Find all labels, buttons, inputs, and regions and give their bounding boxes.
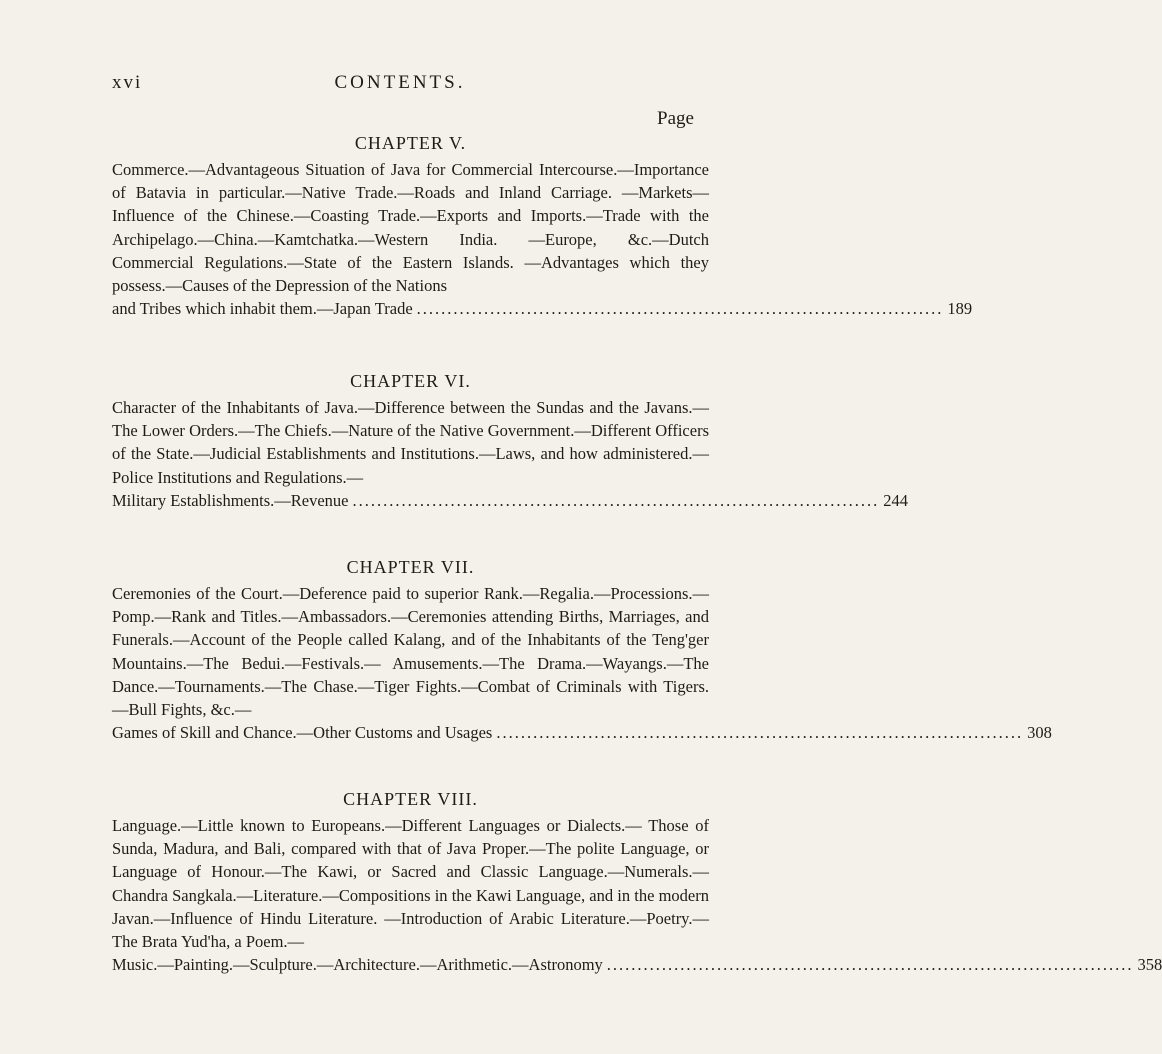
dot-leader: ...................................................................................... [606,955,1134,975]
running-title: CONTENTS. [334,72,466,93]
chapter-entry [112,366,908,512]
chapter-summary [112,158,973,320]
chapter-summary [112,814,1162,976]
chapter-page-number: 244 [883,490,908,510]
chapter-summary [112,396,908,512]
page-column-label: Page [657,108,694,129]
chapter-last-line-text: Games of Skill and Chance.—Other Customs and Usages [112,723,493,743]
chapter-title: CHAPTER VII. [346,557,475,577]
chapter-last-line-text: Music.—Painting.—Sculpture.—Architecture.—Arithmetic.—Astronomy [112,955,603,975]
page-header [0,48,800,93]
chapter-entry [112,128,973,320]
chapter-last-line [112,953,1162,976]
chapter-last-line [112,489,908,512]
chapter-last-line-text: Military Establishments.—Revenue [112,490,349,510]
page-number: xvi [112,72,143,93]
chapter-entry [112,552,1052,744]
chapter-last-line [112,721,1052,744]
chapter-title: CHAPTER VIII. [343,789,478,809]
chapter-summary-text: Commerce.—Advantageous Situation of Java for Commercial Intercourse.—Importance of Batavia in particular.—Native Trade.—Roads and Inland Carriage. —Markets—Influence of the Chinese.—Coasting Trade.—Exports and Imports.—Trade with the Archipelago.—China.—Kamtchatka.—Western India. —Europe, &c.—Dutch Commercial Regulations.—State of the Eastern Islands. —Advantages which they possess.—Causes of the Depression of the Nations [112,160,709,296]
chapter-page-number: 358 [1137,955,1162,975]
dot-leader: ...................................................................................... [416,299,944,319]
dot-leader: ...................................................................................... [352,490,880,510]
chapter-page-number: 308 [1027,723,1052,743]
chapter-title: CHAPTER V. [354,133,467,153]
chapter-summary [112,582,1052,744]
chapter-title: CHAPTER VI. [350,371,471,391]
chapter-last-line [112,297,973,320]
chapter-summary-text: Ceremonies of the Court.—Deference paid to superior Rank.—Regalia.—Processions.—Pomp.—Rank and Titles.—Ambassadors.—Ceremonies attending Births, Marriages, and Funerals.—Account of the People called Kalang, and of the Inhabitants of the Teng'ger Mountains.—The Bedui.—Festivals.— Amusements.—The Drama.—Wayangs.—The Dance.—Tournaments.—The Chase.—Tiger Fights.—Combat of Criminals with Tigers.—Bull Fights, &c.— [112,584,709,720]
chapter-page-number: 189 [947,299,973,319]
chapter-summary-text: Language.—Little known to Europeans.—Different Languages or Dialects.— Those of Sunda, Madura, and Bali, compared with that of Java Proper.—The polite Language, or Language of Honour.—The Kawi, or Sacred and Classic Language.—Numerals.—Chandra Sangkala.—Literature.—Compositions in the Kawi Language, and in the modern Javan.—Influence of Hindu Literature. —Introduction of Arabic Literature.—Poetry.—The Brata Yud'ha, a Poem.— [112,816,709,952]
chapter-entry [112,784,1162,976]
chapter-last-line-text: and Tribes which inhabit them.—Japan Trade [112,299,413,319]
chapter-summary-text: Character of the Inhabitants of Java.—Difference between the Sundas and the Javans.—The Lower Orders.—The Chiefs.—Nature of the Native Government.—Different Officers of the State.—Judicial Establishments and Institutions.—Laws, and how administered.—Police Institutions and Regulations.— [112,398,709,487]
dot-leader: ...................................................................................... [496,723,1024,743]
